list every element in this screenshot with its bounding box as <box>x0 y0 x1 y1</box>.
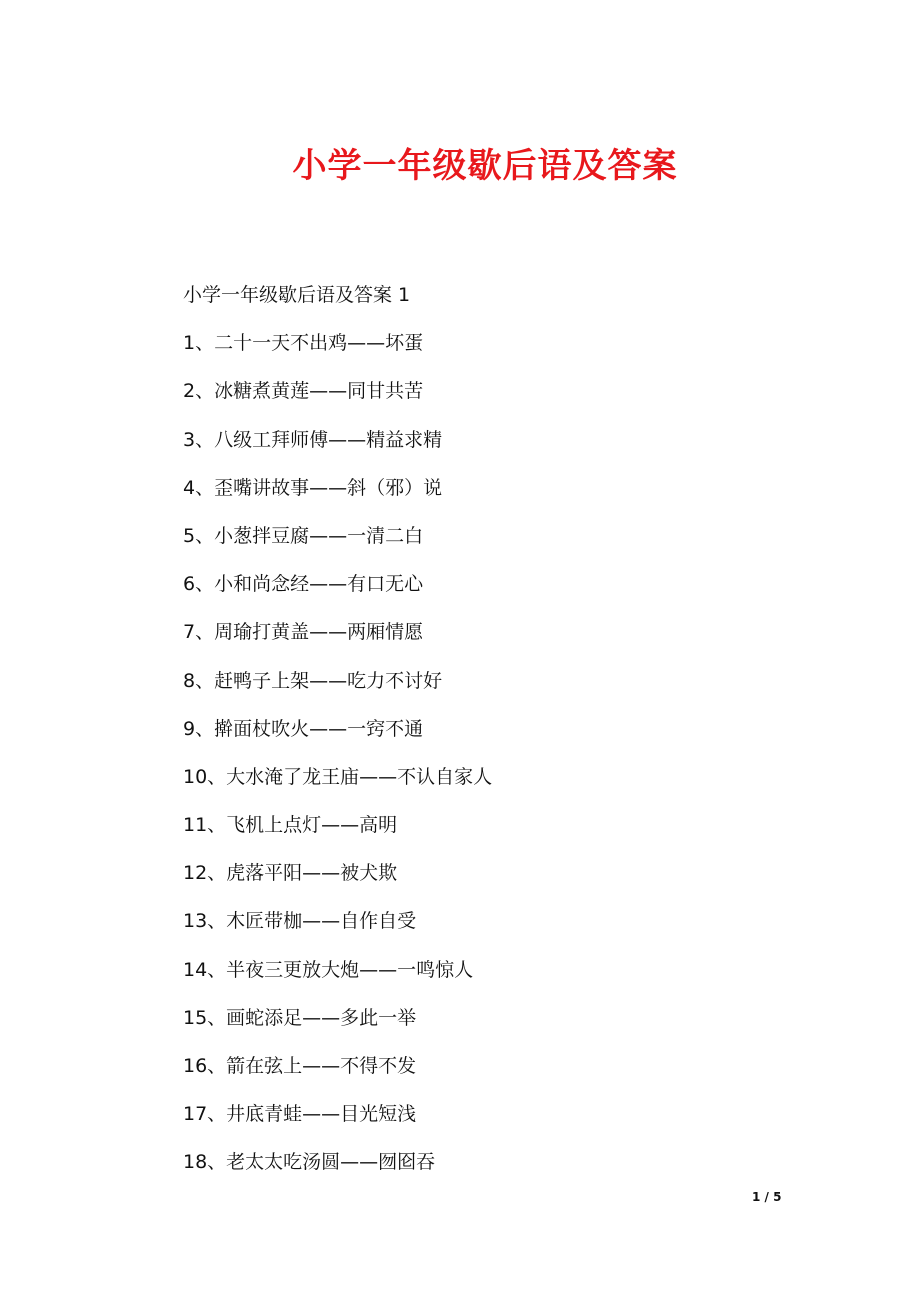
list-item: 1、二十一天不出鸡——坏蛋 <box>183 332 424 355</box>
document-body <box>183 279 803 1195</box>
list-item: 12、虎落平阳——被犬欺 <box>183 862 398 885</box>
list-item: 4、歪嘴讲故事——斜（邪）说 <box>183 476 443 499</box>
list-item: 16、箭在弦上——不得不发 <box>183 1055 417 1077</box>
list-item: 9、擀面杖吹火——一窍不通 <box>183 717 424 740</box>
list-item: 7、周瑜打黄盖——两厢情愿 <box>183 621 424 644</box>
list-item: 2、冰糖煮黄莲——同甘共苦 <box>183 380 424 403</box>
page-number: 1 / 5 <box>752 1190 782 1204</box>
list-item: 11、飞机上点灯——高明 <box>183 814 398 837</box>
list-item: 15、画蛇添足——多此一举 <box>183 1006 417 1029</box>
list-item: 6、小和尚念经——有口无心 <box>183 573 424 596</box>
list-item: 13、木匠带枷——自作自受 <box>183 910 417 933</box>
list-item: 17、井底青蛙——目光短浅 <box>183 1103 417 1126</box>
list-item: 10、大水淹了龙王庙——不认自家人 <box>183 765 493 788</box>
document-title: 小学一年级歇后语及答案 <box>292 146 678 186</box>
section-heading: 小学一年级歇后语及答案 1 <box>183 284 411 306</box>
list-item: 14、半夜三更放大炮——一鸣惊人 <box>183 958 474 981</box>
list-item: 18、老太太吃汤圆——囫囵吞 <box>183 1151 436 1174</box>
list-item: 5、小葱拌豆腐——一清二白 <box>183 524 424 547</box>
list-item: 3、八级工拜师傅——精益求精 <box>183 428 443 451</box>
list-item: 8、赶鸭子上架——吃力不讨好 <box>183 669 443 692</box>
